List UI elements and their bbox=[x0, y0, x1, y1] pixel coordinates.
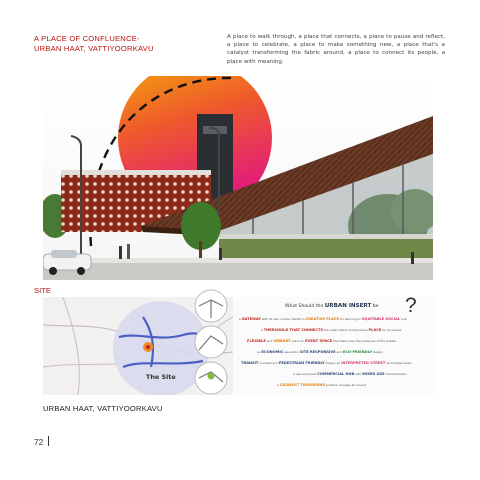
page-title bbox=[34, 34, 214, 54]
page-title-line-2: URBAN HAAT, VATTIYOORKAVU bbox=[34, 44, 154, 53]
page-title-line-1: A PLACE OF CONFLUENCE- bbox=[34, 34, 140, 43]
insert-question bbox=[285, 303, 379, 309]
page-number: 72 bbox=[34, 437, 44, 447]
tower-window bbox=[203, 126, 227, 134]
intro-paragraph: A place to walk through, a place that connects, a place to pause and reflect, a place to celebrate, a place to make something new, a place that's a catalyst transforming the fabric around, a place to connect its people, a place with meaning. bbox=[227, 34, 445, 65]
car-window bbox=[51, 250, 77, 258]
car-wheel bbox=[49, 267, 57, 275]
page-number-separator bbox=[48, 436, 49, 446]
planter-cap bbox=[219, 234, 433, 239]
car-wheel bbox=[77, 267, 85, 275]
insert-line: a GATEWAY with its own unique identity a CREATIVE PLACE for learning an EQUITABLE SOCIAL hub bbox=[239, 317, 407, 321]
insert-line: a CATALYST TRIGGERING positive changes all around bbox=[277, 383, 367, 387]
pavement bbox=[43, 258, 433, 263]
insert-line: FLEXIBLE and VIBRANT place an EVENT SPACE that takes over the pressures of the streets bbox=[247, 339, 396, 343]
diagram-circles bbox=[189, 284, 231, 400]
person bbox=[127, 244, 130, 259]
road bbox=[43, 262, 433, 280]
diagram-node bbox=[208, 373, 215, 380]
section-label-site: SITE bbox=[34, 286, 51, 295]
person bbox=[411, 252, 414, 264]
diagram-circle-2 bbox=[195, 326, 227, 358]
insert-question-emphasis: URBAN INSERT bbox=[324, 303, 372, 309]
site-marker-core bbox=[146, 345, 150, 349]
person bbox=[119, 246, 122, 259]
insert-question-prefix: What Should the bbox=[285, 304, 324, 309]
insert-line: a new improved COMMERCIAL HUB with MIXED USE characteristics bbox=[293, 372, 407, 376]
insert-question-suffix: be bbox=[372, 304, 379, 309]
diagram-circles-drawing bbox=[189, 284, 231, 400]
hero-rendering bbox=[43, 76, 433, 280]
insert-line: a THRESHOLD THAT CONNECTS the urban fabric and becomes PLACE for its people bbox=[261, 328, 402, 332]
hero-illustration bbox=[43, 76, 433, 280]
person bbox=[219, 248, 222, 260]
map-caption: The Site bbox=[146, 373, 176, 381]
insert-line: an ECONOMIC Generator SITE RESPONSIVE and ECO-FRIENDLY Design bbox=[257, 350, 383, 354]
figure-caption: URBAN HAAT, VATTIYOORKAVU bbox=[43, 404, 163, 413]
insert-line: TRANSIT oriented and PEDESTRIAN FRIENDLY Design an INTERPRETED STREET as multiple levels bbox=[241, 361, 412, 365]
facade-cap bbox=[61, 170, 211, 175]
question-mark: ? bbox=[405, 294, 417, 317]
urban-insert-board bbox=[233, 294, 435, 395]
